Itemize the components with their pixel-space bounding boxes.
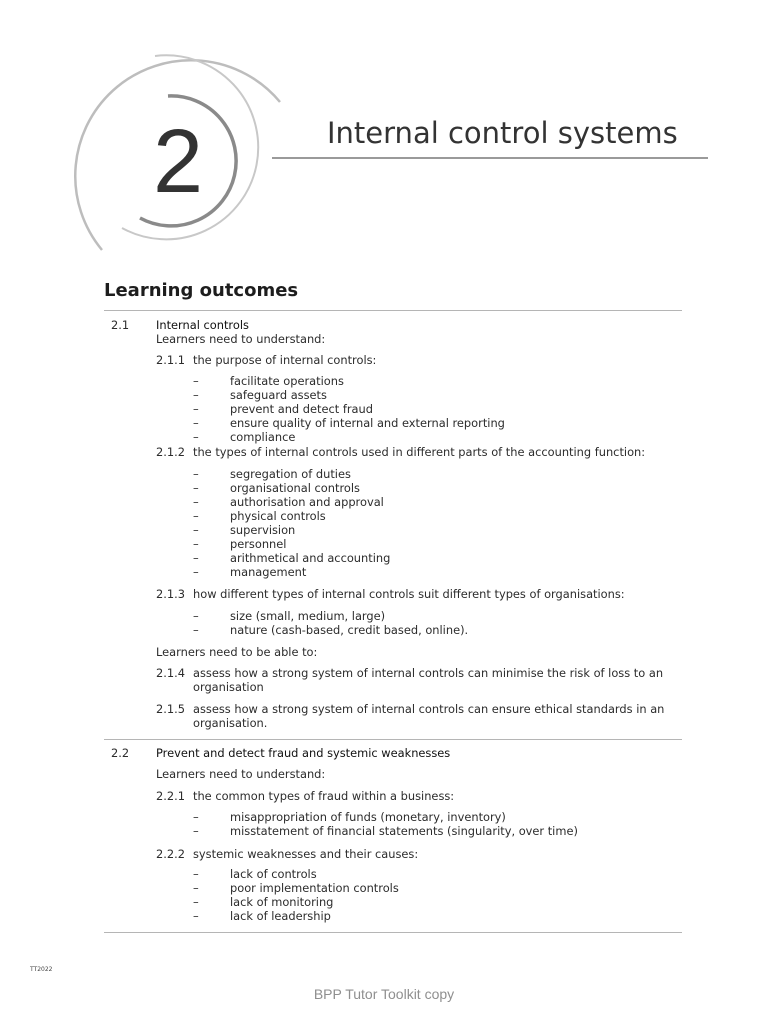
bullet-item: lack of leadership [230, 909, 331, 923]
bullet-dash: – [193, 909, 199, 923]
bullet-dash: – [193, 495, 199, 509]
bullet-item: organisational controls [230, 481, 360, 495]
bullet-dash: – [193, 895, 199, 909]
bullet-dash: – [193, 388, 199, 402]
title-divider [272, 157, 708, 159]
section-divider [104, 932, 682, 933]
bullet-item: supervision [230, 523, 296, 537]
bullet-dash: – [193, 867, 199, 881]
bullet-item: management [230, 565, 307, 579]
bullet-item: segregation of duties [230, 467, 351, 481]
bullet-item: physical controls [230, 509, 326, 523]
bullet-dash: – [193, 565, 199, 579]
section-intro: Learners need to understand: [156, 767, 326, 781]
bullet-dash: – [193, 623, 199, 637]
bullet-item: lack of controls [230, 867, 317, 881]
item-text: the purpose of internal controls: [193, 353, 377, 367]
section-title: Prevent and detect fraud and systemic weaknesses [156, 746, 451, 760]
bullet-dash: – [193, 810, 199, 824]
bullet-dash: – [193, 609, 199, 623]
bullet-dash: – [193, 537, 199, 551]
bullet-item: poor implementation controls [230, 881, 399, 895]
item-text: organisation [193, 680, 264, 694]
bullet-dash: – [193, 416, 199, 430]
bullet-item: lack of monitoring [230, 895, 334, 909]
heading-divider [104, 310, 682, 311]
item-text: systemic weaknesses and their causes: [193, 847, 419, 861]
chapter-number: 2 [152, 112, 204, 212]
section-number: 2.2 [111, 746, 130, 760]
bullet-dash: – [193, 430, 199, 444]
bullet-item: misstatement of financial statements (singularity, over time) [230, 824, 578, 838]
item-text: the common types of fraud within a business: [193, 789, 455, 803]
section-title: Internal controls [156, 318, 249, 332]
bullet-item: facilitate operations [230, 374, 344, 388]
bullet-item: authorisation and approval [230, 495, 384, 509]
bullet-dash: – [193, 402, 199, 416]
bullet-dash: – [193, 824, 199, 838]
item-number: 2.1.1 [156, 353, 185, 367]
bullet-dash: – [193, 374, 199, 388]
section-number: 2.1 [111, 318, 130, 332]
section-intro: Learners need to understand: [156, 332, 326, 346]
item-number: 2.1.4 [156, 666, 185, 680]
item-text: assess how a strong system of internal controls can minimise the risk of loss to an [193, 666, 664, 680]
bullet-dash: – [193, 467, 199, 481]
item-text: assess how a strong system of internal controls can ensure ethical standards in an [193, 702, 665, 716]
item-text: the types of internal controls used in different parts of the accounting function: [193, 445, 646, 459]
item-number: 2.2.2 [156, 847, 185, 861]
item-text: organisation. [193, 716, 268, 730]
bullet-item: personnel [230, 537, 287, 551]
document-code: TT2022 [30, 966, 53, 973]
bullet-item: nature (cash-based, credit based, online). [230, 623, 469, 637]
item-number: 2.2.1 [156, 789, 185, 803]
item-number: 2.1.5 [156, 702, 185, 716]
bullet-item: prevent and detect fraud [230, 402, 373, 416]
bullet-item: safeguard assets [230, 388, 327, 402]
footer-watermark: BPP Tutor Toolkit copy [313, 986, 455, 1002]
learning-outcomes-heading: Learning outcomes [104, 280, 299, 301]
item-text: how different types of internal controls suit different types of organisations: [193, 587, 625, 601]
section-intro: Learners need to be able to: [156, 645, 318, 659]
bullet-dash: – [193, 551, 199, 565]
section-divider [104, 739, 682, 740]
bullet-item: arithmetical and accounting [230, 551, 391, 565]
bullet-dash: – [193, 509, 199, 523]
bullet-dash: – [193, 881, 199, 895]
item-number: 2.1.2 [156, 445, 185, 459]
bullet-item: compliance [230, 430, 296, 444]
bullet-item: ensure quality of internal and external reporting [230, 416, 505, 430]
bullet-dash: – [193, 523, 199, 537]
bullet-item: size (small, medium, large) [230, 609, 386, 623]
bullet-dash: – [193, 481, 199, 495]
bullet-item: misappropriation of funds (monetary, inventory) [230, 810, 506, 824]
chapter-title: Internal control systems [327, 116, 678, 150]
item-number: 2.1.3 [156, 587, 185, 601]
